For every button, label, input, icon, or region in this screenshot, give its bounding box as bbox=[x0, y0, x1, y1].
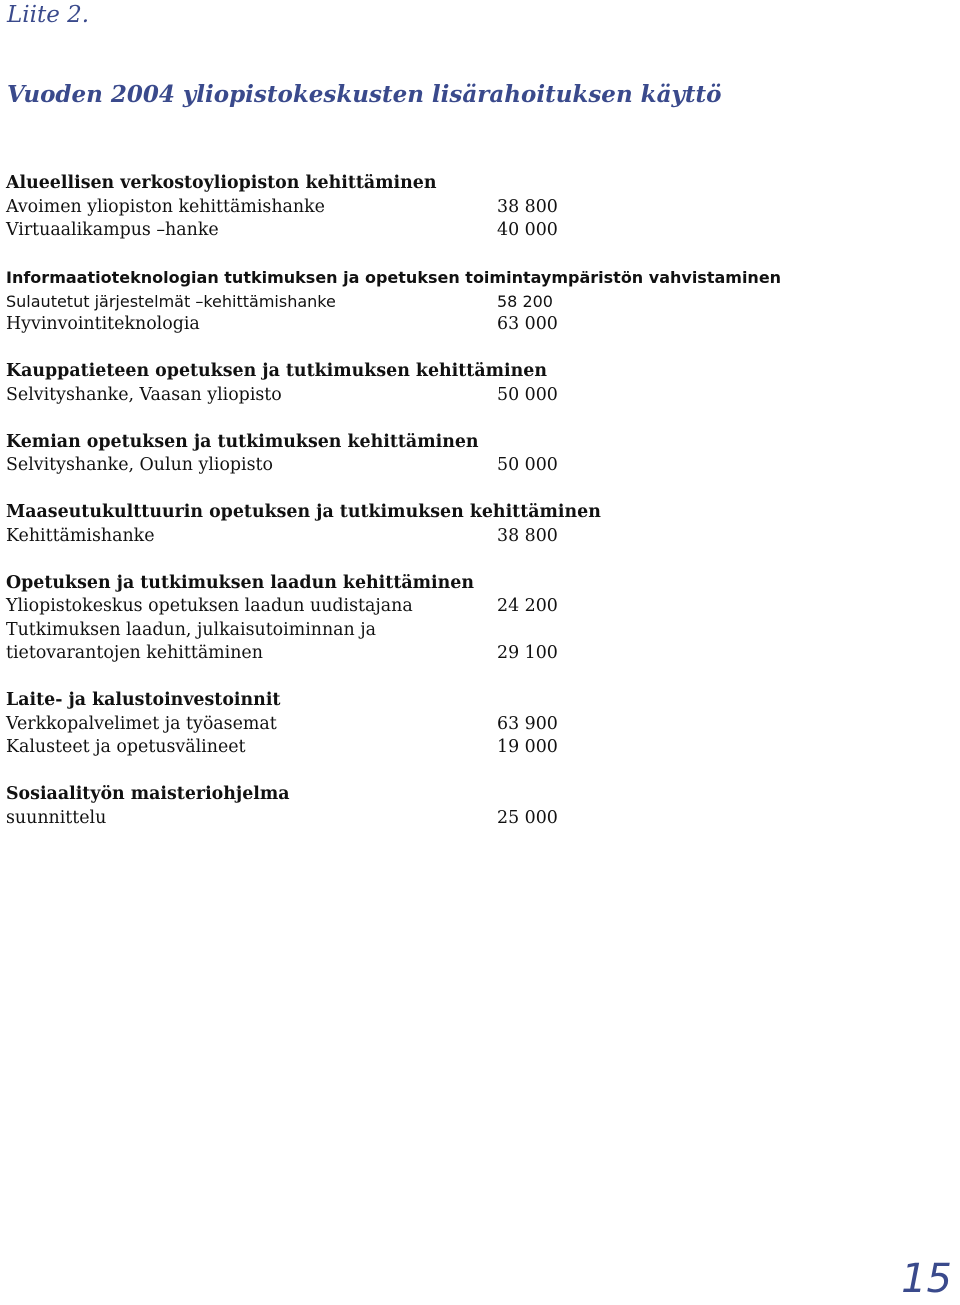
funding-item bbox=[6, 454, 826, 478]
funding-item bbox=[6, 196, 826, 220]
section-heading: Alueellisen verkostoyliopiston kehittäminen bbox=[6, 173, 437, 193]
funding-item bbox=[6, 525, 826, 549]
section-heading: Kauppatieteen opetuksen ja tutkimuksen kehittäminen bbox=[6, 361, 547, 381]
funding-item bbox=[6, 713, 826, 737]
section-business-studies bbox=[6, 360, 826, 407]
item-amount: 24 200 bbox=[497, 596, 558, 616]
section-equipment-investments bbox=[6, 689, 826, 760]
item-amount: 50 000 bbox=[497, 455, 558, 475]
section-heading: Informaatioteknologian tutkimuksen ja opetuksen toimintaympäristön vahvistaminen bbox=[6, 268, 782, 287]
item-amount: 38 800 bbox=[497, 196, 558, 217]
document-title: Vuoden 2004 yliopistokeskusten lisärahoituksen käyttö bbox=[7, 81, 722, 108]
item-label: Yliopistokeskus opetuksen laadun uudistajana bbox=[6, 596, 413, 616]
funding-item bbox=[6, 313, 826, 337]
item-amount: 29 100 bbox=[497, 643, 558, 663]
annex-label: Liite 2. bbox=[7, 2, 90, 28]
item-label: suunnittelu bbox=[6, 807, 107, 828]
section-information-technology bbox=[6, 266, 826, 337]
section-social-work-masters bbox=[6, 783, 826, 830]
item-amount: 63 900 bbox=[497, 713, 558, 734]
item-label: Sulautetut järjestelmät –kehittämishanke bbox=[6, 291, 336, 311]
section-heading: Laite- ja kalustoinvestoinnit bbox=[6, 690, 281, 710]
funding-item bbox=[6, 290, 826, 314]
section-heading: Opetuksen ja tutkimuksen laadun kehittäminen bbox=[6, 572, 474, 593]
item-amount: 40 000 bbox=[497, 220, 558, 240]
item-label: Verkkopalvelimet ja työasemat bbox=[6, 713, 277, 734]
item-label: Selvityshanke, Vaasan yliopisto bbox=[6, 384, 282, 405]
item-label: Hyvinvointiteknologia bbox=[6, 314, 200, 334]
item-label: Avoimen yliopiston kehittämishanke bbox=[6, 196, 325, 217]
item-amount: 25 000 bbox=[497, 807, 558, 828]
funding-item bbox=[6, 619, 826, 643]
item-label: tietovarantojen kehittäminen bbox=[6, 643, 263, 663]
funding-list bbox=[6, 172, 826, 854]
funding-item bbox=[6, 807, 826, 831]
funding-item bbox=[6, 642, 826, 666]
section-quality-development bbox=[6, 572, 826, 666]
item-label: Kehittämishanke bbox=[6, 525, 155, 546]
section-regional-network-university bbox=[6, 172, 826, 243]
funding-item bbox=[6, 595, 826, 619]
section-rural-culture bbox=[6, 501, 826, 548]
item-label: Virtuaalikampus –hanke bbox=[6, 220, 219, 240]
item-amount: 50 000 bbox=[497, 384, 558, 405]
section-heading: Maaseutukulttuurin opetuksen ja tutkimuksen kehittäminen bbox=[6, 502, 601, 522]
item-amount: 38 800 bbox=[497, 525, 558, 546]
funding-item bbox=[6, 384, 826, 408]
item-amount: 58 200 bbox=[497, 291, 553, 311]
item-amount: 63 000 bbox=[497, 314, 558, 334]
section-chemistry bbox=[6, 431, 826, 478]
item-label: Kalusteet ja opetusvälineet bbox=[6, 737, 246, 757]
item-amount: 19 000 bbox=[497, 737, 558, 757]
item-label: Selvityshanke, Oulun yliopisto bbox=[6, 455, 273, 475]
section-heading: Kemian opetuksen ja tutkimuksen kehittäminen bbox=[6, 431, 479, 452]
page-number: 15 bbox=[901, 1256, 952, 1302]
funding-item bbox=[6, 736, 826, 760]
funding-item bbox=[6, 219, 826, 243]
section-heading: Sosiaalityön maisteriohjelma bbox=[6, 784, 290, 804]
item-label: Tutkimuksen laadun, julkaisutoiminnan ja bbox=[6, 619, 377, 640]
